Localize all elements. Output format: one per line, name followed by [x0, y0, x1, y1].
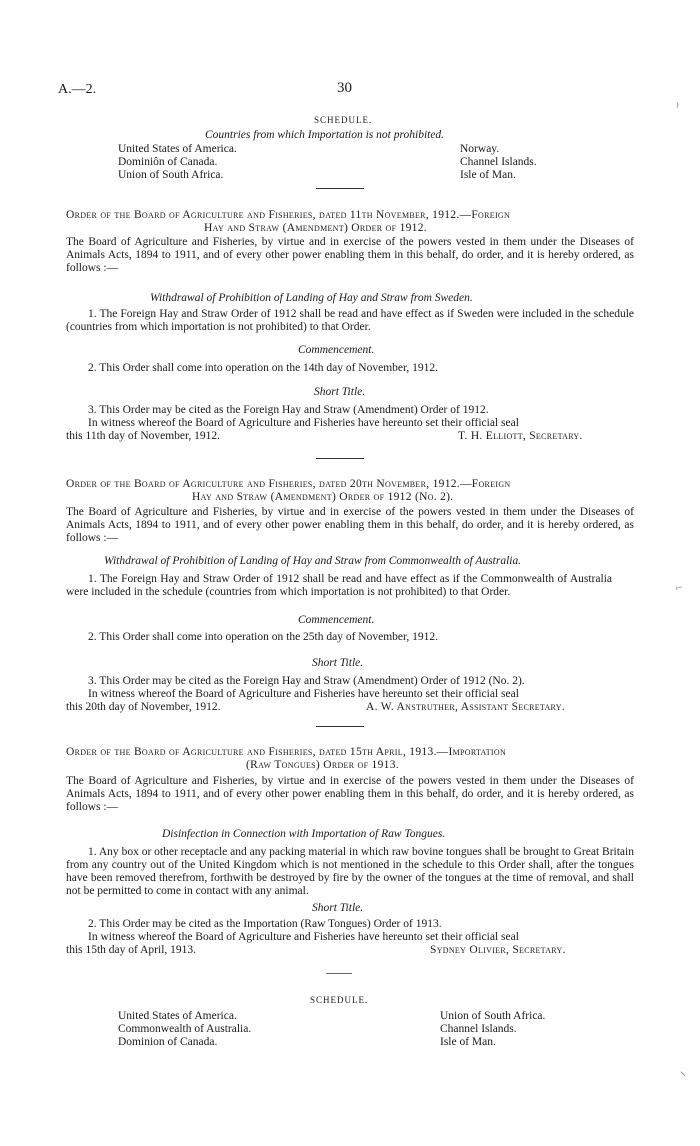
- schedule-left-item: Commonwealth of Australia.: [118, 1023, 252, 1035]
- date-line: this 15th day of April, 1913.: [66, 944, 197, 956]
- paragraph: 3. This Order may be cited as the Foreign Hay and Straw (Amendment) Order of 1912.: [88, 404, 489, 416]
- date-line: this 20th day of November, 1912.: [66, 701, 221, 713]
- paragraph: 2. This Order shall come into operation on the 25th day of November, 1912.: [88, 631, 439, 643]
- paragraph: 2. This Order may be cited as the Importation (Raw Tongues) Order of 1913.: [88, 918, 442, 930]
- divider: [316, 458, 364, 459]
- section-subheading: Disinfection in Connection with Importation of Raw Tongues.: [162, 828, 446, 840]
- signature: A. W. Anstruther, Assistant Secretary.: [366, 701, 565, 713]
- page-reference: A.—2.: [58, 82, 97, 97]
- order-heading: Order of the Board of Agriculture and Fisheries, dated 15th April, 1913.—Importation: [66, 746, 507, 758]
- section-subheading: Short Title.: [312, 902, 364, 914]
- divider: [316, 188, 364, 189]
- order-heading: Hay and Straw (Amendment) Order of 1912 (No. 2).: [192, 491, 454, 503]
- paragraph: 3. This Order may be cited as the Foreign Hay and Straw (Amendment) Order of 1912 (No. 2).: [88, 675, 525, 687]
- schedule-left-item: Union of South Africa.: [118, 169, 224, 181]
- schedule-left-item: United States of America.: [118, 1010, 237, 1022]
- witness-clause: In witness whereof the Board of Agriculture and Fisheries have hereunto set their official seal: [88, 417, 519, 429]
- date-line: this 11th day of November, 1912.: [66, 430, 221, 442]
- section-subheading: Withdrawal of Prohibition of Landing of Hay and Straw from Sweden.: [150, 292, 473, 304]
- section-subheading: Commencement.: [298, 614, 375, 626]
- section-subheading: Short Title.: [314, 386, 366, 398]
- paragraph: 1. The Foreign Hay and Straw Order of 1912 shall be read and have effect as if the Commonwealth of Australia were included in the schedule (countries from which importation is not prohibited) to that Order.: [66, 573, 612, 598]
- margin-mark: ⁾: [676, 100, 679, 114]
- section-subheading: Commencement.: [298, 344, 375, 356]
- witness-clause: In witness whereof the Board of Agriculture and Fisheries have hereunto set their official seal: [88, 688, 519, 700]
- schedule-left-item: Dominiôn of Canada.: [118, 156, 218, 168]
- divider: [326, 973, 352, 974]
- order-heading: Order of the Board of Agriculture and Fisheries, dated 11th November, 1912.—Foreign: [66, 209, 511, 221]
- section-subheading: Withdrawal of Prohibition of Landing of Hay and Straw from Commonwealth of Australia.: [104, 555, 522, 567]
- schedule-right-item: Isle of Man.: [440, 1036, 496, 1048]
- schedule-right-item: Channel Islands.: [460, 156, 537, 168]
- schedule-left-item: Dominion of Canada.: [118, 1036, 218, 1048]
- order-heading: Hay and Straw (Amendment) Order of 1912.: [204, 222, 427, 234]
- page-number: 30: [337, 80, 352, 96]
- schedule-right-item: Isle of Man.: [460, 169, 516, 181]
- paragraph: 1. Any box or other receptacle and any packing material in which raw bovine tongues shall be brought to Great Britain from any country out of the United Kingdom which is not mentioned in the schedule to this Order shall, after the tongues have been removed therefrom, forthwith be destroyed by fire by the owner of the tongues at the time of removal, and shall not be permitted to come in contact with any animal.: [66, 846, 634, 897]
- preamble: The Board of Agriculture and Fisheries, by virtue and in exercise of the powers vested in them under the Diseases of Animals Acts, 1894 to 1911, and of every other power enabling them in this behalf, do order, and it is hereby ordered, as follows :—: [66, 236, 634, 274]
- schedule-subtitle: Countries from which Importation is not prohibited.: [205, 129, 445, 141]
- signature: Sydney Olivier, Secretary.: [430, 944, 566, 956]
- section-subheading: Short Title.: [312, 657, 364, 669]
- margin-mark: ⸜: [680, 1064, 687, 1078]
- order-heading: (Raw Tongues) Order of 1913.: [246, 759, 399, 771]
- preamble: The Board of Agriculture and Fisheries, by virtue and in exercise of the powers vested in them under the Diseases of Animals Acts, 1894 to 1911, and of every other power enabling them in this behalf, do order, and it is hereby ordered, as follows :—: [66, 506, 634, 544]
- schedule-title: SCHEDULE.: [314, 115, 373, 125]
- margin-mark: ⌐: [676, 580, 683, 594]
- preamble: The Board of Agriculture and Fisheries, by virtue and in exercise of the powers vested in them under the Diseases of Animals Acts, 1894 to 1911, and of every other power enabling them in this behalf, do order, and it is hereby ordered, as follows :—: [66, 775, 634, 813]
- schedule-right-item: Norway.: [460, 143, 500, 155]
- paragraph: 2. This Order shall come into operation on the 14th day of November, 1912.: [88, 362, 439, 374]
- schedule-left-item: United States of America.: [118, 143, 237, 155]
- witness-clause: In witness whereof the Board of Agriculture and Fisheries have hereunto set their official seal: [88, 931, 519, 943]
- order-heading: Order of the Board of Agriculture and Fisheries, dated 20th November, 1912.—Foreign: [66, 478, 511, 490]
- signature: T. H. Elliott, Secretary.: [458, 430, 583, 442]
- schedule-right-item: Channel Islands.: [440, 1023, 517, 1035]
- schedule-right-item: Union of South Africa.: [440, 1010, 546, 1022]
- schedule-title: SCHEDULE.: [310, 995, 369, 1005]
- paragraph: 1. The Foreign Hay and Straw Order of 1912 shall be read and have effect as if Sweden were included in the schedule (countries from which importation is not prohibited) to that Order.: [66, 308, 634, 333]
- divider: [316, 726, 364, 727]
